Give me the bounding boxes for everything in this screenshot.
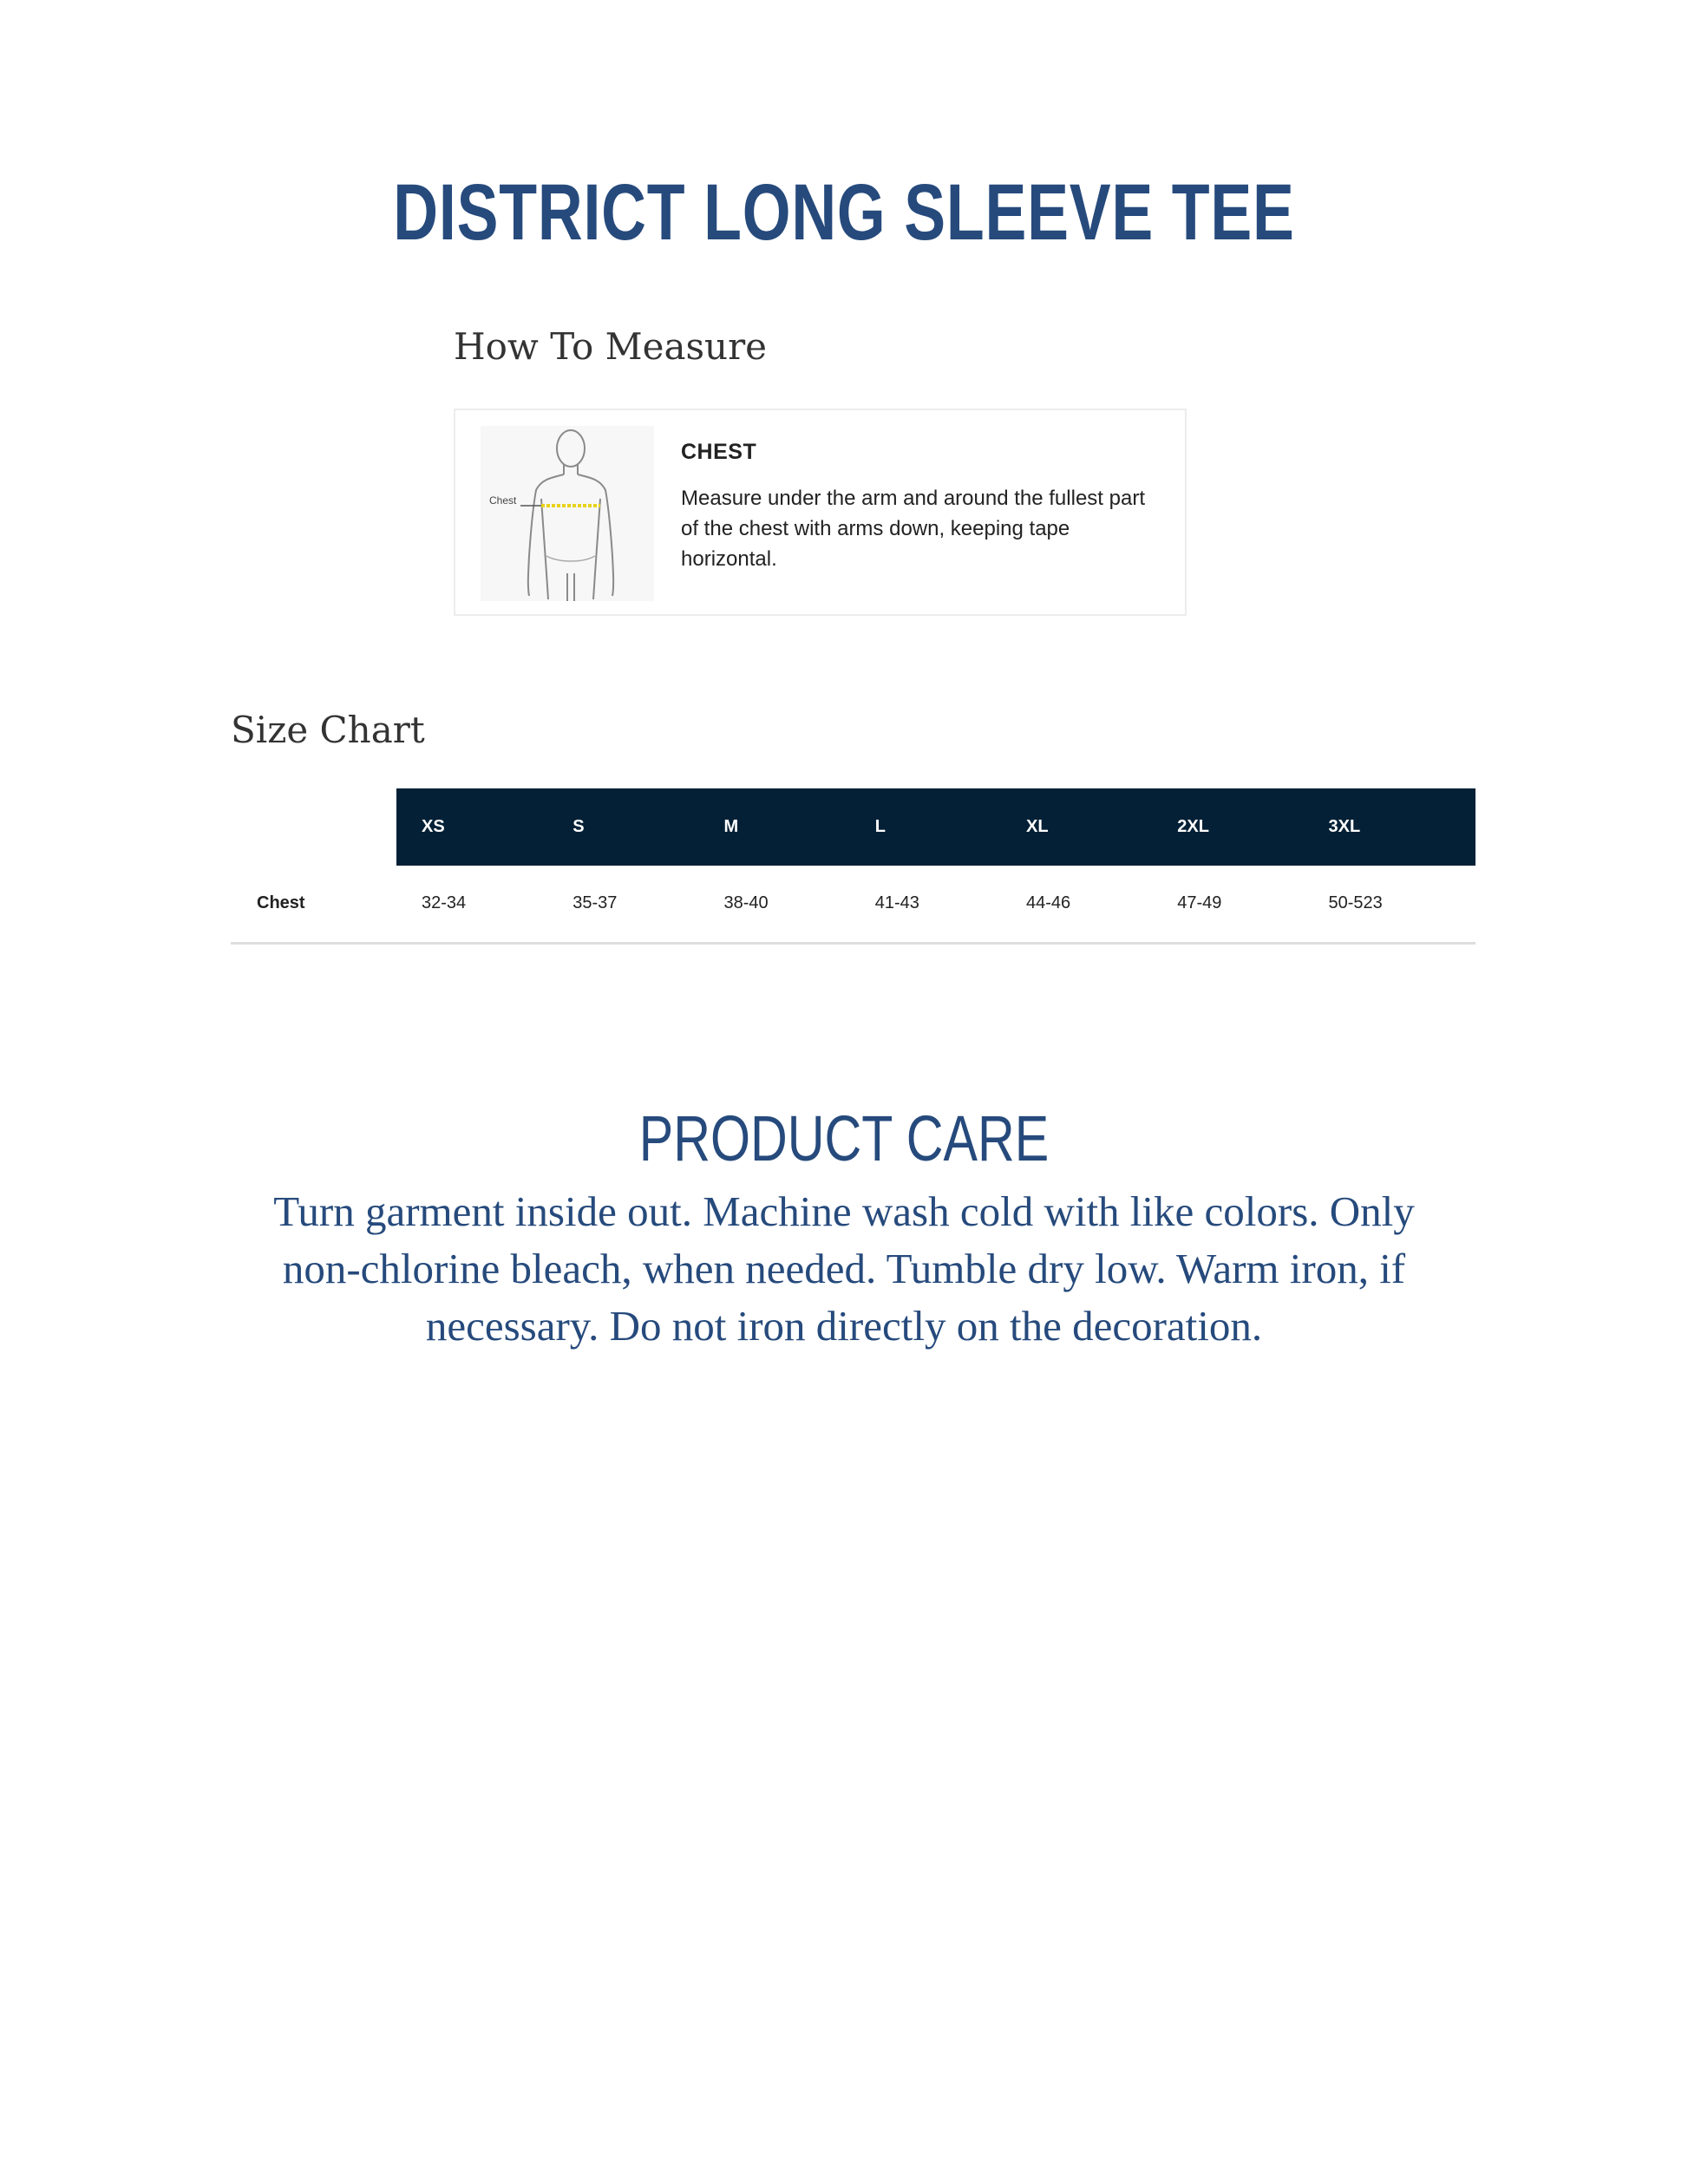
chest-measurement-figure <box>481 426 654 601</box>
size-header-3xl: 3XL <box>1304 788 1476 866</box>
size-header-xs: XS <box>396 788 547 866</box>
size-header-l: L <box>850 788 1001 866</box>
measure-card <box>454 409 1187 616</box>
size-chart-table <box>231 788 1475 945</box>
size-header-m: M <box>699 788 850 866</box>
table-row <box>231 866 1475 943</box>
product-title: DISTRICT LONG SLEEVE TEE <box>393 168 1295 257</box>
chest-value-l: 41-43 <box>874 893 919 913</box>
chest-value-xs: 32-34 <box>422 893 467 913</box>
how-to-measure-heading: How To Measure <box>454 325 768 368</box>
size-header-s: S <box>547 788 698 866</box>
chest-measure-label: CHEST <box>681 440 757 464</box>
chest-value-2xl: 47-49 <box>1177 893 1222 913</box>
size-header-2xl: 2XL <box>1152 788 1303 866</box>
figure-chest-label: Chest <box>489 494 517 507</box>
size-header-xl: XL <box>1001 788 1152 866</box>
size-chart-heading: Size Chart <box>231 709 425 751</box>
size-header-row <box>231 788 1475 866</box>
chest-value-s: 35-37 <box>572 893 618 913</box>
chest-value-3xl: 50-523 <box>1328 893 1383 913</box>
chest-value-xl: 44-46 <box>1026 893 1071 913</box>
size-header-blank <box>231 788 396 866</box>
product-care-heading: PRODUCT CARE <box>638 1102 1050 1174</box>
row-label-chest: Chest <box>257 893 305 913</box>
chest-value-m: 38-40 <box>723 893 769 913</box>
chest-measure-description: Measure under the arm and around the fullest part of the chest with arms down, keeping tape horizontal. <box>681 487 1145 571</box>
product-care-text: Turn garment inside out. Machine wash cold with like colors. Only non-chlorine bleach, when needed. Tumble dry low. Warm iron, if necessary. Do not iron directly on the decoration. <box>273 1187 1415 1350</box>
